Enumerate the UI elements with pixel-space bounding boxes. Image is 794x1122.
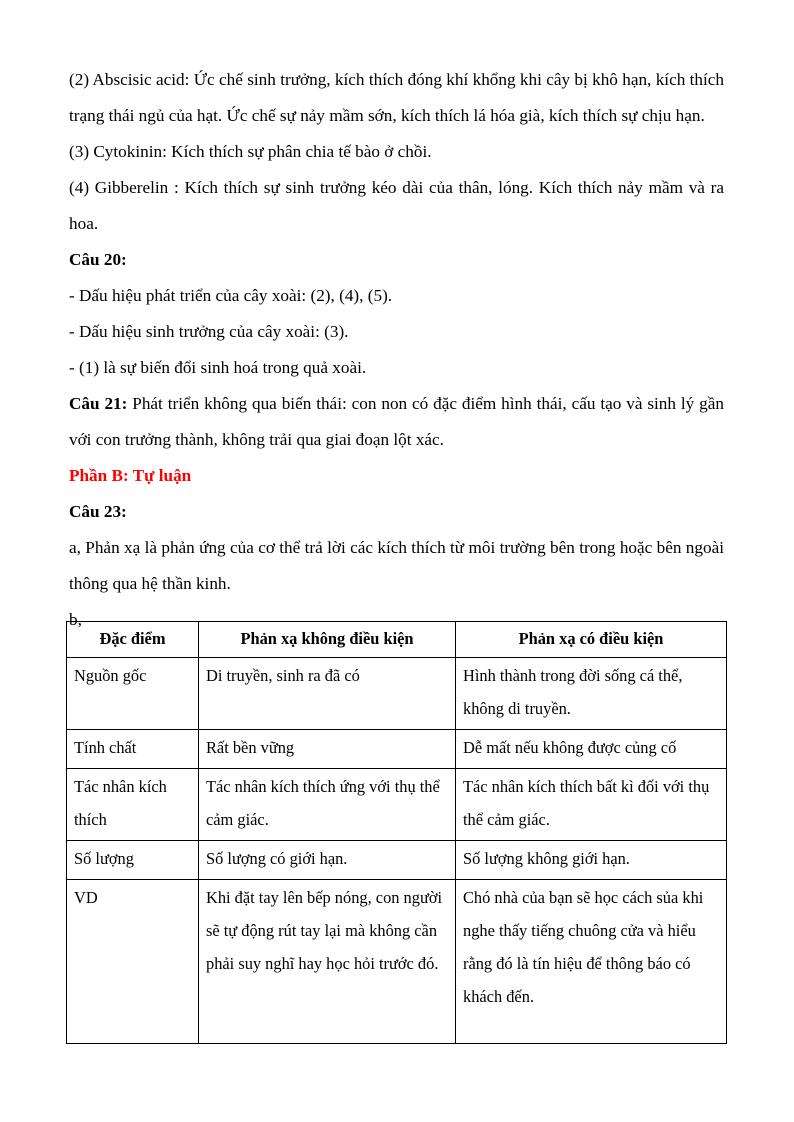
cell-feature: Tác nhân kích thích (67, 769, 199, 841)
cau21-text: Phát triển không qua biến thái: con non có đặc điểm hình thái, cấu tạo và sinh lý gần với con trưởng thành, không trải qua giai đoạn lột xác. (69, 394, 724, 449)
cell-feature: Tính chất (67, 730, 199, 769)
heading-phan-b: Phần B: Tự luận (69, 466, 192, 485)
paragraph-cytokinin: (3) Cytokinin: Kích thích sự phân chia tế bào ở chồi. (69, 142, 432, 161)
cell-unconditioned: Tác nhân kích thích ứng với thụ thể cảm giác. (199, 769, 456, 841)
cell-feature: Nguồn gốc (67, 658, 199, 730)
paragraph-abscisic-acid: (2) Abscisic acid: Ức chế sinh trưởng, kích thích đóng khí khổng khi cây bị khô hạn, kích thích trạng thái ngủ của hạt. Ức chế sự nảy mầm sớn, kích thích lá hóa già, kích thích sự chịu hạn. (69, 70, 724, 125)
cell-unconditioned: Rất bền vững (199, 730, 456, 769)
cell-feature: Số lượng (67, 841, 199, 880)
cell-conditioned: Tác nhân kích thích bất kì đối với thụ thể cảm giác. (456, 769, 727, 841)
cau20-item-2: - Dấu hiệu sinh trưởng của cây xoài: (3). (69, 322, 349, 341)
table-body (67, 658, 727, 1044)
table-header (67, 622, 727, 658)
heading-cau-23: Câu 23: (69, 502, 127, 521)
cell-conditioned: Dễ mất nếu không được củng cố (456, 730, 727, 769)
table-header-unconditioned: Phản xạ không điều kiện (199, 622, 456, 658)
reflex-comparison-table (66, 621, 727, 1044)
cau23-part-a: a, Phản xạ là phản ứng của cơ thể trả lời các kích thích từ môi trường bên trong hoặc bên ngoài thông qua hệ thần kinh. (69, 538, 724, 593)
cau23-part-b-label: b, (69, 610, 82, 629)
cell-conditioned: Số lượng không giới hạn. (456, 841, 727, 880)
cell-unconditioned: Số lượng có giới hạn. (199, 841, 456, 880)
table-header-conditioned: Phản xạ có điều kiện (456, 622, 727, 658)
paragraph-gibberelin: (4) Gibberelin : Kích thích sự sinh trưởng kéo dài của thân, lóng. Kích thích nảy mầm và ra hoa. (69, 178, 724, 233)
heading-cau-20: Câu 20: (69, 250, 127, 269)
table-row (67, 769, 727, 841)
paragraph-cau-21 (69, 386, 724, 458)
cau20-item-3: - (1) là sự biến đổi sinh hoá trong quả xoài. (69, 358, 367, 377)
table-row (67, 841, 727, 880)
document-body (69, 62, 724, 638)
table-row (67, 880, 727, 1044)
cell-conditioned: Hình thành trong đời sống cá thể, không di truyền. (456, 658, 727, 730)
reflex-comparison-table-wrapper (66, 621, 726, 1044)
cell-unconditioned: Di truyền, sinh ra đã có (199, 658, 456, 730)
table-row (67, 730, 727, 769)
table-header-row (67, 622, 727, 658)
cell-conditioned: Chó nhà của bạn sẽ học cách sủa khi nghe thấy tiếng chuông cửa và hiểu rằng đó là tín hiệu để thông báo có khách đến. (456, 880, 727, 1044)
cau21-label: Câu 21: (69, 394, 128, 413)
cell-feature: VD (67, 880, 199, 1044)
cau20-item-1: - Dấu hiệu phát triển của cây xoài: (2), (4), (5). (69, 286, 393, 305)
table-row (67, 658, 727, 730)
table-header-feature: Đặc điểm (67, 622, 199, 658)
cell-unconditioned: Khi đặt tay lên bếp nóng, con người sẽ tự động rút tay lại mà không cần phải suy nghĩ hay học hỏi trước đó. (199, 880, 456, 1044)
